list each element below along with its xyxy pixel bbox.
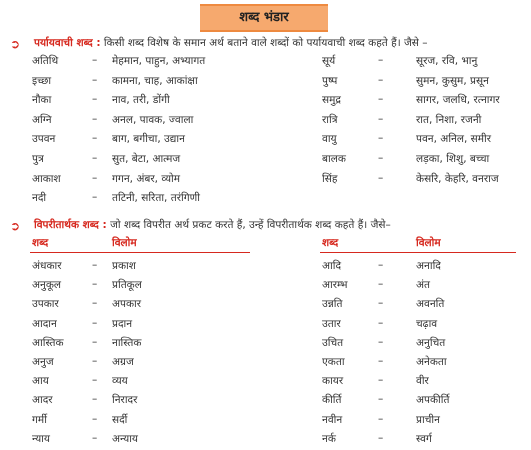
dash: – — [92, 259, 98, 271]
bullet-arrow-icon: ➲ — [10, 219, 21, 233]
antonym-opposite: अनादि — [416, 260, 441, 272]
synonym-list: सुमन, कुसुम, प्रसून — [416, 75, 489, 87]
dash: – — [378, 152, 384, 164]
dash: – — [92, 93, 98, 105]
dash: – — [378, 355, 384, 367]
dash: – — [378, 278, 384, 290]
dash: – — [92, 393, 98, 405]
synonym-list: कामना, चाह, आकांक्षा — [112, 75, 198, 87]
antonym-opposite: प्रकाश — [112, 260, 136, 272]
synonym-word: बालक — [322, 153, 346, 165]
antonym-opposite: वीर — [416, 375, 429, 387]
synonym-list: रात, निशा, रजनी — [416, 114, 482, 126]
antonym-word: अनुज — [32, 356, 54, 368]
antonym-opposite: अपकीर्ति — [416, 394, 450, 406]
dash: – — [92, 172, 98, 184]
antonym-opposite: अपकार — [112, 298, 142, 310]
antonym-opposite: नास्तिक — [112, 337, 142, 349]
antonym-word: आदर — [32, 394, 53, 406]
dash: – — [92, 336, 98, 348]
dash: – — [378, 317, 384, 329]
synonym-list: नाव, तरी, डोंगी — [112, 94, 170, 106]
antonym-word: उचित — [322, 337, 344, 349]
synonym-list: गगन, अंबर, व्योम — [112, 173, 180, 185]
antonym-opposite: अन्याय — [112, 433, 139, 445]
dash: – — [378, 132, 384, 144]
antonym-word: कायर — [322, 375, 344, 387]
antonym-opposite: सर्दी — [112, 414, 128, 426]
dash: – — [378, 172, 384, 184]
synonym-word: आकाश — [32, 173, 61, 185]
synonym-word: सूर्य — [322, 55, 336, 67]
antonym-word: उतार — [322, 318, 341, 330]
dash: – — [378, 259, 384, 271]
synonym-list: अनल, पावक, ज्वाला — [112, 114, 194, 126]
antonym-opposite: अनुचित — [416, 337, 446, 349]
page-title: शब्द भंडार — [200, 4, 328, 32]
synonym-word: पुत्र — [32, 153, 44, 165]
antonym-word: अंधकार — [32, 260, 62, 272]
dash: – — [378, 74, 384, 86]
synonyms-label: पर्यायवाची शब्द : — [34, 37, 101, 49]
synonym-word: अग्नि — [32, 114, 52, 126]
synonym-list: पवन, अनिल, समीर — [416, 133, 492, 145]
antonym-opposite: स्वर्ग — [416, 433, 432, 445]
antonym-opposite: चढ़ाव — [416, 318, 438, 330]
dash: – — [378, 54, 384, 66]
dash: – — [92, 297, 98, 309]
antonym-word: नर्क — [322, 433, 336, 445]
antonym-opposite: प्रदान — [112, 318, 133, 330]
synonym-word: पुष्प — [322, 75, 338, 87]
synonym-word: नदी — [32, 192, 47, 204]
antonyms-header-word-left: शब्द — [32, 237, 49, 249]
dash: – — [378, 393, 384, 405]
antonym-word: उपकार — [32, 298, 59, 310]
antonyms-header-opposite-right: विलोम — [416, 237, 441, 249]
synonym-list: सुत, बेटा, आत्मज — [112, 153, 181, 165]
synonym-word: उपवन — [32, 133, 56, 145]
antonym-opposite: अंत — [416, 279, 431, 291]
dash: – — [92, 432, 98, 444]
antonym-opposite: अवनति — [416, 298, 445, 310]
dash: – — [92, 413, 98, 425]
antonym-word: आय — [32, 375, 49, 387]
header-underline-right — [320, 252, 516, 253]
dash: – — [92, 54, 98, 66]
synonyms-heading — [34, 36, 527, 50]
dash: – — [92, 113, 98, 125]
dash: – — [378, 432, 384, 444]
antonym-opposite: व्यय — [112, 375, 128, 387]
synonym-list: मेहमान, पाहुन, अभ्यागत — [112, 55, 206, 67]
antonym-word: आरम्भ — [322, 279, 348, 291]
synonym-word: समुद्र — [322, 94, 341, 106]
antonyms-header-opposite-left: विलोम — [112, 237, 137, 249]
antonyms-label: विपरीतार्थक शब्द : — [34, 219, 107, 231]
antonym-word: आदान — [32, 318, 57, 330]
synonym-word: अतिथि — [32, 55, 59, 67]
dash: – — [92, 191, 98, 203]
antonym-opposite: निरादर — [112, 394, 138, 406]
antonym-word: न्याय — [32, 433, 50, 445]
synonym-list: बाग, बगीचा, उद्यान — [112, 133, 185, 145]
synonym-word: नौका — [32, 94, 52, 106]
antonym-word: आस्तिक — [32, 337, 64, 349]
antonyms-heading — [34, 218, 527, 232]
dash: – — [92, 355, 98, 367]
synonym-list: केसरि, केहरि, वनराज — [416, 173, 499, 185]
antonyms-header-word-right: शब्द — [322, 237, 339, 249]
antonym-word: नवीन — [322, 414, 343, 426]
dash: – — [92, 317, 98, 329]
dash: – — [378, 374, 384, 386]
bullet-arrow-icon: ➲ — [10, 37, 21, 51]
dash: – — [378, 113, 384, 125]
dash: – — [378, 93, 384, 105]
header-underline-left — [30, 252, 250, 253]
synonym-word: इच्छा — [32, 75, 52, 87]
dash: – — [92, 374, 98, 386]
antonym-opposite: अग्रज — [112, 356, 134, 368]
antonym-word: कीर्ति — [322, 394, 342, 406]
antonym-word: उन्नति — [322, 298, 343, 310]
antonym-word: एकता — [322, 356, 345, 368]
dash: – — [92, 132, 98, 144]
dash: – — [378, 336, 384, 348]
antonym-opposite: प्राचीन — [416, 414, 440, 426]
synonym-list: सागर, जलधि, रत्नागर — [416, 94, 500, 106]
antonyms-description: जो शब्द विपरीत अर्थ प्रकट करते हैं, उन्हें विपरीतार्थक शब्द कहते हैं। जैसे– — [110, 219, 391, 231]
synonym-list: लड़का, शिशु, बच्चा — [416, 153, 490, 165]
antonym-opposite: प्रतिकूल — [112, 279, 142, 291]
dash: – — [92, 74, 98, 86]
dash: – — [378, 413, 384, 425]
synonym-word: वायु — [322, 133, 337, 145]
antonym-word: अनुकूल — [32, 279, 62, 291]
antonym-word: आदि — [322, 260, 342, 272]
synonym-list: तटिनी, सरिता, तरंगिणी — [112, 192, 200, 204]
synonym-word: सिंह — [322, 173, 338, 185]
synonyms-description: किसी शब्द विशेष के समान अर्थ बताने वाले शब्दों को पर्यायवाची शब्द कहते हैं। जैसे – — [103, 37, 428, 49]
dash: – — [92, 278, 98, 290]
dash: – — [92, 152, 98, 164]
synonym-list: सूरज, रवि, भानु — [416, 55, 478, 67]
synonym-word: रात्रि — [322, 114, 338, 126]
antonym-word: गर्मी — [32, 414, 47, 426]
antonym-opposite: अनेकता — [416, 356, 447, 368]
dash: – — [378, 297, 384, 309]
